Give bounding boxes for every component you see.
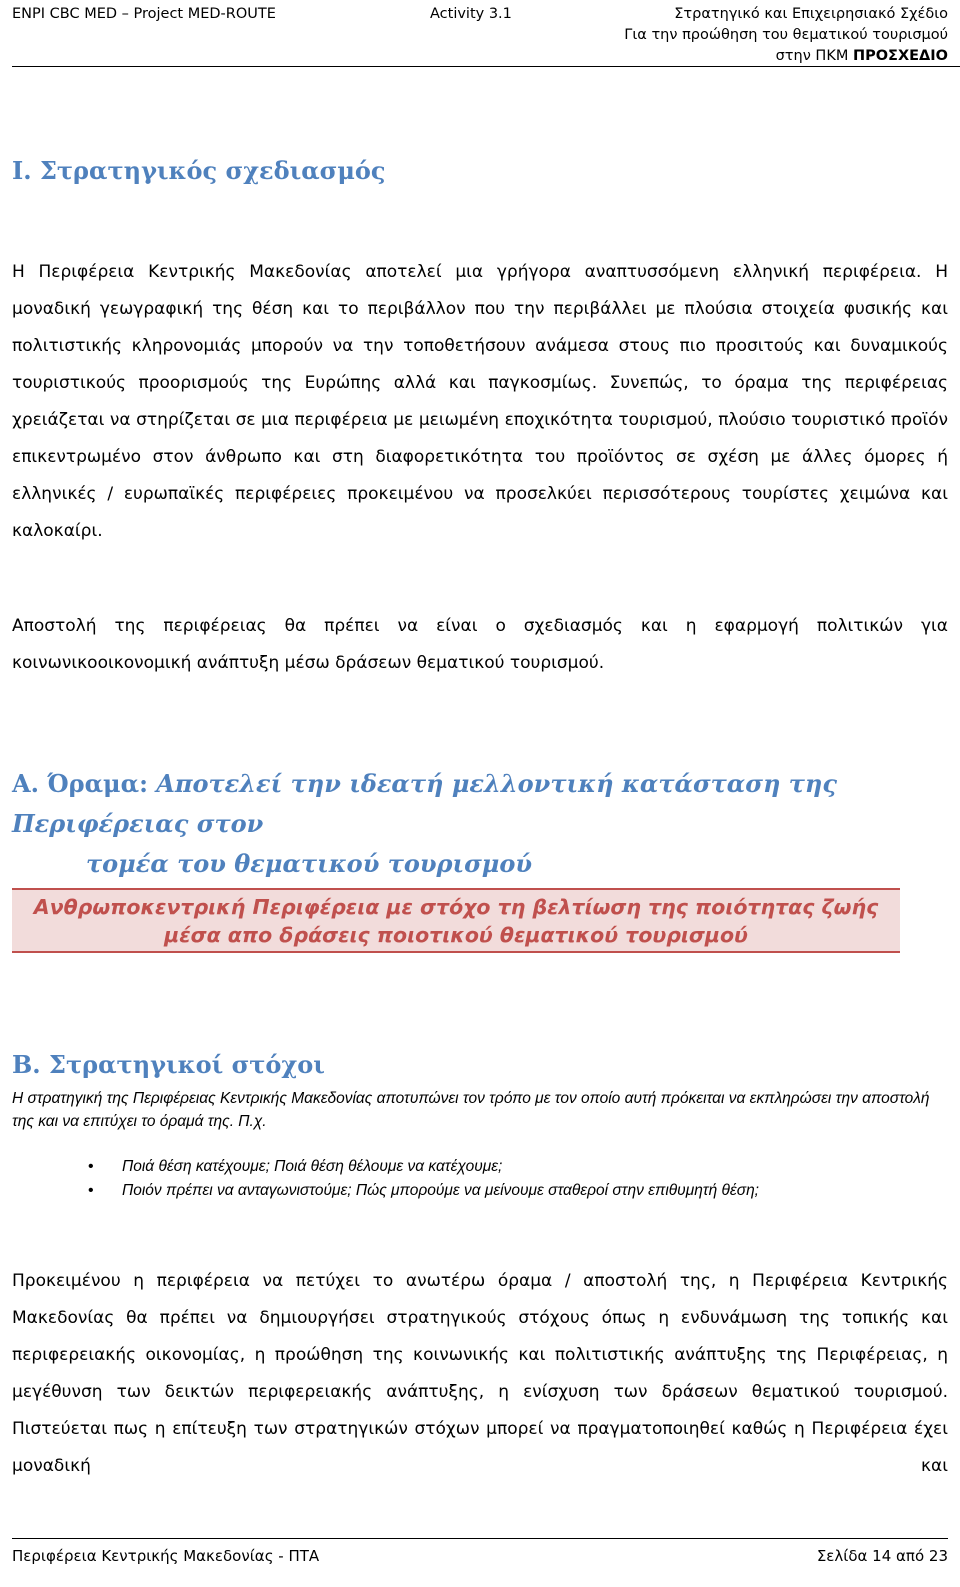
list-item: • Ποιά θέση κατέχουμε; Ποιά θέση θέλουμε να κατέχουμε;	[88, 1155, 759, 1179]
vision-heading-description-line2: τομέα του θεματικού τουρισμού	[86, 849, 533, 878]
strategic-questions-list	[88, 1155, 759, 1203]
page-header	[12, 4, 960, 67]
header-title-line1: Στρατηγικό και Επιχειρησιακό Σχέδιο	[674, 6, 948, 22]
vision-heading-description: Αποτελεί την ιδεατή μελλοντική κατάσταση της Περιφέρειας στον	[12, 769, 837, 838]
section-i-heading: I. Στρατηγικός σχεδιασμός	[12, 156, 386, 185]
vision-heading-lead: Α. Όραμα:	[12, 769, 148, 798]
header-draft-status: ΠΡΟΣΧΕΔΙΟ	[852, 48, 948, 64]
header-title-line2: Για την προώθηση του θεματικού τουρισμού	[624, 27, 948, 43]
footer-page-number: Σελίδα 14 από 23	[816, 1547, 948, 1565]
vision-statement-line2: μέσα απο δράσεις ποιοτικού θεματικού τουρισμού	[164, 923, 748, 947]
section-b-paragraph: Προκειμένου η περιφέρεια να πετύχει το ανωτέρω όραμα / αποστολή της, η Περιφέρεια Κεντρικής Μακεδονίας θα πρέπει να δημιουργήσει στρατηγικούς στόχους όπως η ενδυνάμωση της τοπικής και περιφερειακής οικονομίας, η προώθηση της κοινωνικής και πολιτιστικής ανάπτυξης της Περιφέρειας, η μεγέθυνση των δεικτών περιφερειακής ανάπτυξης, η ενίσχυση των δράσεων θεματικού τουρισμού. Πιστεύεται πως η επίτευξη των στρατηγικών στόχων μπορεί να πραγματοποιηθεί καθώς η Περιφέρεια έχει μοναδική και	[12, 1271, 948, 1476]
section-b-intro: Η στρατηγική της Περιφέρειας Κεντρικής Μακεδονίας αποτυπώνει τον τρόπο με τον οποίο αυτή πρόκειται να εκπληρώσει την αποστολή της και να επιτύχει το όραμά της. Π.χ.	[12, 1090, 930, 1130]
list-item: • Ποιόν πρέπει να ανταγωνιστούμε; Πώς μπορούμε να μείνουμε σταθεροί στην επιθυμητή θέση;	[88, 1179, 759, 1203]
header-title-line3-prefix: στην ΠΚΜ	[775, 48, 853, 64]
page-footer	[12, 1538, 948, 1565]
vision-statement-line1: Ανθρωποκεντρική Περιφέρεια με στόχο τη βελτίωση της ποιότητας ζωής	[33, 895, 879, 919]
section-i-paragraph-1: Η Περιφέρεια Κεντρικής Μακεδονίας αποτελεί μια γρήγορα αναπτυσσόμενη ελληνική περιφέρεια. Η μοναδική γεωγραφική της θέση και το περιβάλλον που την περιβάλλει με πλούσια στοιχεία φυσικής και πολιτιστικής κληρονομιάς μπορούν να την τοποθετήσουν ανάμεσα στους πιο προσιτούς και δυναμικούς τουριστικούς προορισμούς της Ευρώπης αλλά και παγκοσμίως. Συνεπώς, το όραμα της περιφέρειας χρειάζεται να στηρίζεται σε μια περιφέρεια με μειωμένη εποχικότητα τουρισμού, πλούσιο τουριστικό προϊόν επικεντρωμένο στον άνθρωπο και στη διαφορετικότητα του προϊόντος σε σχέση με άλλες όμορες ή ελληνικές / ευρωπαϊκές περιφέρειες προκειμένου να προσελκύει περισσότερους τουρίστες χειμώνα και καλοκαίρι.	[12, 262, 948, 541]
header-activity: Activity 3.1	[430, 6, 512, 22]
vision-statement-box	[12, 888, 900, 953]
section-i-paragraph-2: Αποστολή της περιφέρειας θα πρέπει να είναι ο σχεδιασμός και η εφαρμογή πολιτικών για κοινωνικοοικονομική ανάπτυξη μέσω δράσεων θεματικού τουρισμού.	[12, 616, 948, 673]
header-title-line3	[624, 46, 948, 67]
vision-heading	[12, 764, 952, 884]
section-b-heading: B. Στρατηγικοί στόχοι	[12, 1050, 325, 1079]
footer-organization: Περιφέρεια Κεντρικής Μακεδονίας - ΠΤΑ	[12, 1547, 320, 1565]
header-project: ENPI CBC MED – Project MED-ROUTE	[12, 6, 276, 22]
header-document-title	[624, 4, 948, 67]
